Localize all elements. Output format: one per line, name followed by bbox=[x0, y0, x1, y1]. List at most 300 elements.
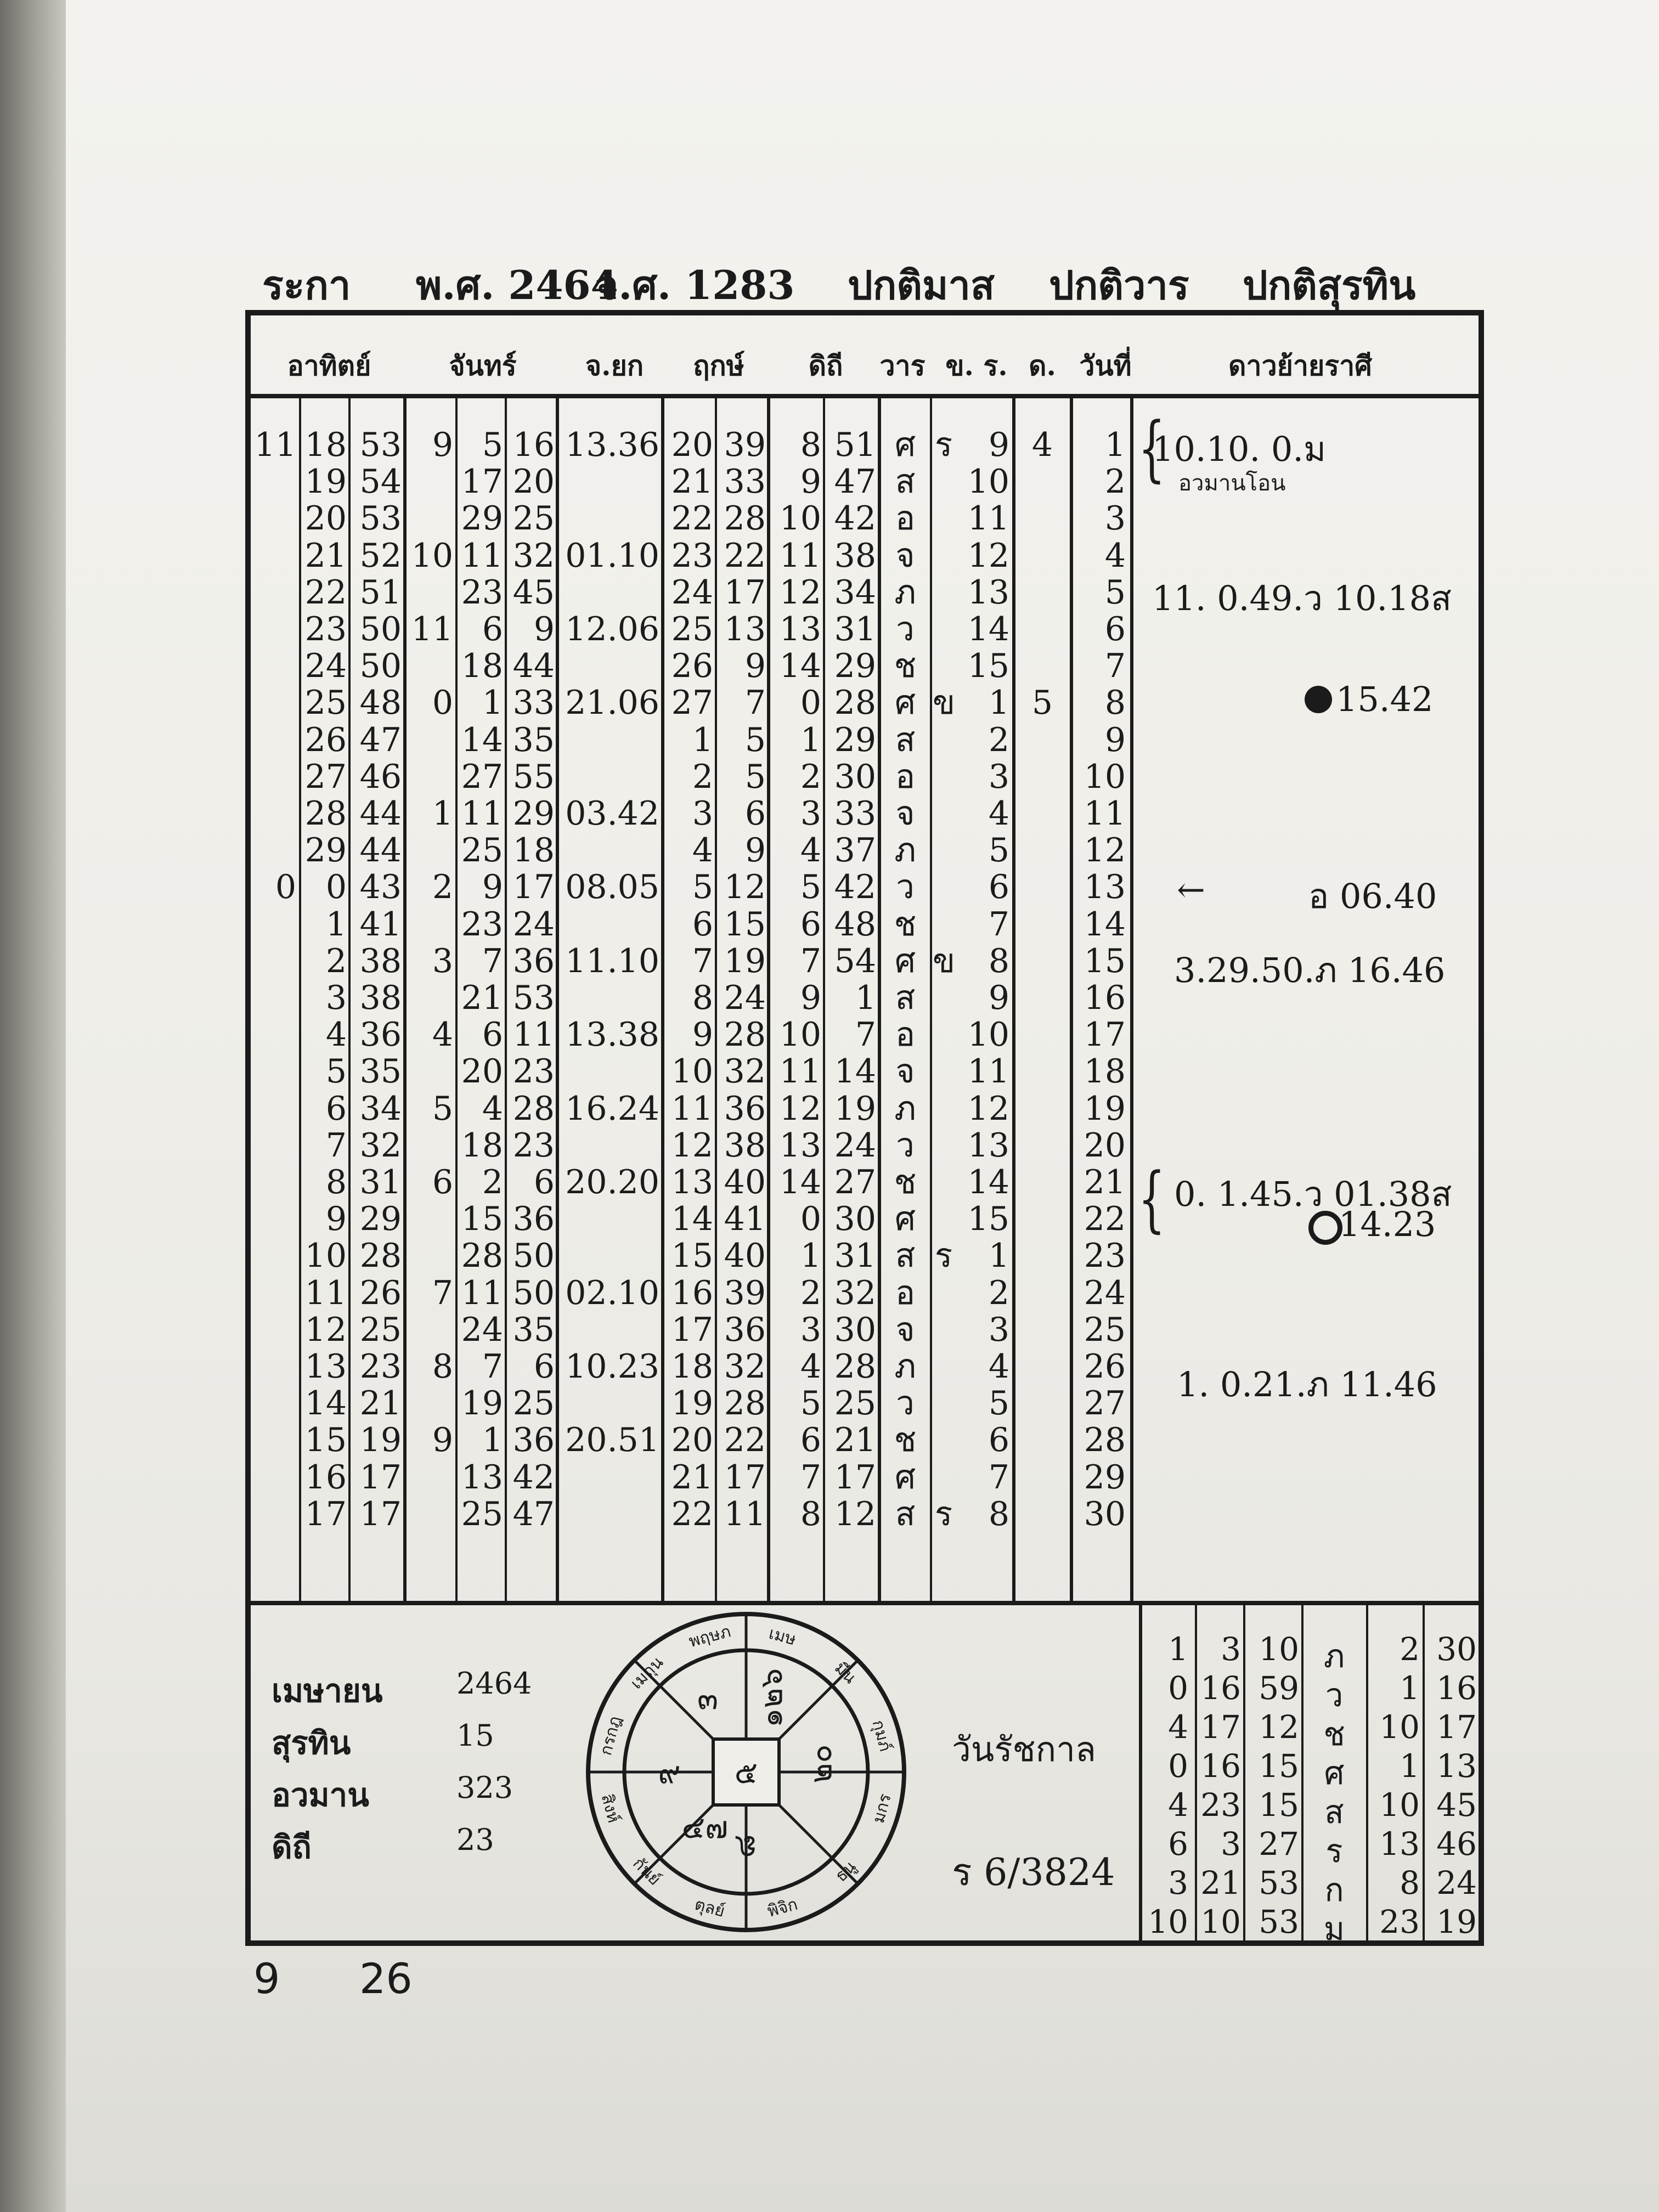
cell-dt: 24 bbox=[1084, 1273, 1126, 1312]
cell-tb: 54 bbox=[834, 941, 876, 980]
cell-mc: 53 bbox=[512, 979, 555, 1017]
cell-ph: 9 bbox=[988, 426, 1009, 464]
footer-left-number: 9 bbox=[253, 1954, 280, 2003]
cell-sb: 23 bbox=[304, 610, 347, 648]
house-center: ๕ bbox=[734, 1755, 758, 1791]
cell-rb: 41 bbox=[724, 1200, 766, 1239]
cell-mo: 4 bbox=[1031, 426, 1053, 464]
zodiac-sign-label: ตุลย์ bbox=[692, 1894, 727, 1921]
grid-cell-b: 16 bbox=[1200, 1747, 1241, 1785]
grid-cell-p: ก bbox=[1324, 1871, 1344, 1909]
col-header-wax-wane: ข. ร. bbox=[945, 349, 1008, 382]
cell-mb: 11 bbox=[461, 794, 503, 833]
cell-tb: 31 bbox=[834, 610, 876, 648]
cell-mc: 47 bbox=[512, 1494, 555, 1533]
cell-dt: 9 bbox=[1104, 720, 1126, 759]
cell-wd: ศ bbox=[894, 941, 916, 980]
cell-sb: 13 bbox=[304, 1347, 347, 1386]
cell-ph: 6 bbox=[988, 1421, 1009, 1460]
cell-sc: 51 bbox=[359, 573, 402, 612]
grid-divider bbox=[1243, 1605, 1245, 1946]
cell-tb: 7 bbox=[855, 1015, 876, 1054]
cell-sc: 36 bbox=[359, 1015, 402, 1054]
cell-ra: 6 bbox=[692, 905, 713, 944]
reign-value: ร 6/3824 bbox=[952, 1851, 1115, 1894]
col-divider bbox=[299, 398, 301, 1601]
col-divider bbox=[455, 398, 458, 1601]
cell-ta: 8 bbox=[800, 426, 821, 464]
cell-tb: 48 bbox=[834, 905, 876, 944]
cell-ra: 22 bbox=[671, 1494, 713, 1533]
cell-wd: จ bbox=[895, 1052, 915, 1091]
cell-sb: 1 bbox=[325, 905, 347, 944]
book-gutter bbox=[0, 0, 66, 2212]
grid-cell-p: ศ bbox=[1324, 1754, 1345, 1792]
cell-ta: 13 bbox=[779, 610, 821, 648]
grid-cell-d: 23 bbox=[1379, 1903, 1420, 1940]
cell-sb: 12 bbox=[304, 1310, 347, 1349]
new-moon-icon bbox=[1305, 686, 1332, 713]
header-day-type: ปกติวาร bbox=[1049, 262, 1189, 308]
cell-ra: 1 bbox=[692, 720, 713, 759]
cell-ph: 5 bbox=[988, 831, 1009, 870]
cell-tb: 42 bbox=[834, 868, 876, 907]
cell-ta: 1 bbox=[800, 1237, 821, 1276]
table-bottom-rule bbox=[245, 1601, 1484, 1605]
cell-ma: 2 bbox=[432, 868, 453, 907]
cell-rise: 03.42 bbox=[565, 794, 659, 833]
cell-dt: 5 bbox=[1104, 573, 1126, 612]
cell-ph: 11 bbox=[967, 1052, 1009, 1091]
cell-rb: 39 bbox=[724, 426, 766, 464]
cell-tb: 30 bbox=[834, 757, 876, 796]
cell-mb: 25 bbox=[461, 1494, 503, 1533]
cell-sb: 21 bbox=[304, 536, 347, 575]
cell-ra: 9 bbox=[692, 1015, 713, 1054]
cell-tb: 51 bbox=[834, 426, 876, 464]
cell-ph: 10 bbox=[967, 462, 1009, 501]
cell-ra: 4 bbox=[692, 831, 713, 870]
cell-ta: 9 bbox=[800, 462, 821, 501]
cell-dt: 19 bbox=[1084, 1089, 1126, 1128]
cell-sb: 20 bbox=[304, 499, 347, 538]
cell-mc: 6 bbox=[533, 1347, 555, 1386]
grid-cell-b: 23 bbox=[1200, 1786, 1241, 1824]
cell-sb: 10 bbox=[304, 1237, 347, 1276]
cell-rb: 22 bbox=[724, 1421, 766, 1460]
cell-rb: 39 bbox=[724, 1273, 766, 1312]
cell-wd: ภ bbox=[894, 1089, 916, 1128]
grid-cell-e: 45 bbox=[1436, 1786, 1477, 1824]
grid-cell-c: 15 bbox=[1259, 1747, 1299, 1785]
cell-ra: 13 bbox=[671, 1163, 713, 1201]
cell-wd: ภ bbox=[894, 831, 916, 870]
cell-mb: 6 bbox=[482, 610, 503, 648]
cell-sc: 32 bbox=[359, 1126, 402, 1165]
cell-mb: 20 bbox=[461, 1052, 503, 1091]
cell-ta: 2 bbox=[800, 1273, 821, 1312]
cell-ra: 26 bbox=[671, 647, 713, 686]
cell-tb: 27 bbox=[834, 1163, 876, 1201]
cell-ta: 6 bbox=[800, 1421, 821, 1460]
col-divider bbox=[403, 398, 407, 1601]
cell-dt: 6 bbox=[1104, 610, 1126, 648]
cell-mb: 21 bbox=[461, 979, 503, 1017]
cell-sc: 25 bbox=[359, 1310, 402, 1349]
cell-rise: 08.05 bbox=[565, 868, 659, 907]
cell-ta: 14 bbox=[779, 1163, 821, 1201]
cell-rb: 24 bbox=[724, 979, 766, 1017]
cell-ph: 12 bbox=[967, 1089, 1009, 1128]
planet-note-2: 11. 0.49.ว 10.18ส bbox=[1152, 578, 1452, 618]
cell-tb: 38 bbox=[834, 536, 876, 575]
cell-rb: 9 bbox=[744, 647, 766, 686]
cell-wd: ภ bbox=[894, 1347, 916, 1386]
cell-tb: 19 bbox=[834, 1089, 876, 1128]
cell-sb: 15 bbox=[304, 1421, 347, 1460]
cell-rb: 9 bbox=[744, 831, 766, 870]
cell-mb: 19 bbox=[461, 1384, 503, 1423]
cell-rb: 15 bbox=[724, 905, 766, 944]
cell-mc: 6 bbox=[533, 1163, 555, 1201]
planet-note-8: 1. 0.21.ภ 11.46 bbox=[1177, 1364, 1437, 1404]
cell-sb: 8 bbox=[325, 1163, 347, 1201]
cell-dt: 20 bbox=[1084, 1126, 1126, 1165]
cell-ta: 10 bbox=[779, 499, 821, 538]
cell-ra: 15 bbox=[671, 1237, 713, 1276]
cell-ta: 2 bbox=[800, 757, 821, 796]
grid-cell-c: 10 bbox=[1259, 1630, 1299, 1668]
grid-cell-e: 30 bbox=[1436, 1630, 1477, 1668]
cell-sc: 17 bbox=[359, 1458, 402, 1497]
cell-mc: 28 bbox=[512, 1089, 555, 1128]
cell-sc: 17 bbox=[359, 1494, 402, 1533]
cell-sc: 54 bbox=[359, 462, 402, 501]
cell-ta: 11 bbox=[779, 1052, 821, 1091]
cell-ma: 5 bbox=[432, 1089, 453, 1128]
cell-wd: อ bbox=[895, 1015, 916, 1054]
cell-rb: 40 bbox=[724, 1163, 766, 1201]
zodiac-sign-label: สิงห์ bbox=[597, 1792, 623, 1825]
label-avaman: อวมาน bbox=[272, 1776, 369, 1814]
brace: { bbox=[1138, 1157, 1166, 1240]
cell-rise: 02.10 bbox=[565, 1273, 659, 1312]
cell-ph: 13 bbox=[967, 1126, 1009, 1165]
cell-sc: 38 bbox=[359, 979, 402, 1017]
col-header-planet: ดาวย้ายราศี bbox=[1228, 349, 1372, 382]
grid-cell-d: 2 bbox=[1400, 1630, 1420, 1668]
cell-ma: 10 bbox=[411, 536, 453, 575]
cell-dt: 11 bbox=[1084, 794, 1126, 833]
cell-ph: 6 bbox=[988, 868, 1009, 907]
grid-cell-e: 17 bbox=[1436, 1708, 1477, 1746]
cell-sc: 35 bbox=[359, 1052, 402, 1091]
cell-ra: 12 bbox=[671, 1126, 713, 1165]
cell-wd: ว bbox=[896, 610, 915, 648]
cell-ta: 11 bbox=[779, 536, 821, 575]
cell-wd: ว bbox=[896, 1384, 915, 1423]
cell-sc: 50 bbox=[359, 610, 402, 648]
cell-ra: 8 bbox=[692, 979, 713, 1017]
grid-cell-d: 10 bbox=[1379, 1786, 1420, 1824]
footer-page-number: 26 bbox=[359, 1954, 413, 2003]
grid-cell-p: ม bbox=[1323, 1910, 1345, 1948]
zodiac-sign-label: กันย์ bbox=[629, 1854, 664, 1889]
cell-sc: 34 bbox=[359, 1089, 402, 1128]
cell-ra: 22 bbox=[671, 499, 713, 538]
cell-mb: 9 bbox=[482, 868, 503, 907]
grid-cell-c: 15 bbox=[1259, 1786, 1299, 1824]
cell-wd: อ bbox=[895, 499, 916, 538]
cell-rb: 11 bbox=[724, 1494, 766, 1533]
house-right: ๒๐ bbox=[803, 1744, 839, 1784]
cell-wd: ช bbox=[894, 905, 917, 944]
cell-ph: 7 bbox=[988, 905, 1009, 944]
cell-rb: 13 bbox=[724, 610, 766, 648]
cell-rb: 17 bbox=[724, 1458, 766, 1497]
cell-ta: 1 bbox=[800, 720, 821, 759]
cell-tb: 33 bbox=[834, 794, 876, 833]
cell-sc: 44 bbox=[359, 794, 402, 833]
cell-rise: 13.36 bbox=[565, 426, 659, 464]
cell-dt: 10 bbox=[1084, 757, 1126, 796]
cell-mc: 45 bbox=[512, 573, 555, 612]
cell-tb: 24 bbox=[834, 1126, 876, 1165]
cell-dt: 25 bbox=[1084, 1310, 1126, 1349]
cell-rise: 20.20 bbox=[565, 1163, 659, 1201]
label-tithi: ดิถี bbox=[272, 1829, 312, 1866]
cell-mc: 36 bbox=[512, 1421, 555, 1460]
cell-ra: 17 bbox=[671, 1310, 713, 1349]
col-header-sun: อาทิตย์ bbox=[287, 349, 371, 382]
cell-dt: 1 bbox=[1104, 426, 1126, 464]
grid-cell-c: 53 bbox=[1259, 1864, 1299, 1901]
label-april: เมษายน bbox=[272, 1672, 383, 1709]
col-header-tithi: ดิถี bbox=[808, 349, 843, 382]
cell-rise: 20.51 bbox=[565, 1421, 659, 1460]
cell-tb: 47 bbox=[834, 462, 876, 501]
cell-rb: 36 bbox=[724, 1089, 766, 1128]
cell-rb: 36 bbox=[724, 1310, 766, 1349]
cell-ma: 8 bbox=[432, 1347, 453, 1386]
reign-label: วันรัชกาล bbox=[952, 1729, 1096, 1769]
cell-sc: 53 bbox=[359, 499, 402, 538]
cell-ma: 9 bbox=[432, 1421, 453, 1460]
grid-cell-b: 16 bbox=[1200, 1669, 1241, 1707]
grid-cell-c: 59 bbox=[1259, 1669, 1299, 1707]
cell-mb: 4 bbox=[482, 1089, 503, 1128]
cell-sc: 23 bbox=[359, 1347, 402, 1386]
planet-note-4: อ 06.40 bbox=[1308, 876, 1437, 916]
grid-cell-p: ช bbox=[1323, 1716, 1345, 1753]
house-left: ๙ bbox=[658, 1755, 681, 1791]
grid-cell-b: 10 bbox=[1200, 1903, 1241, 1940]
cell-sb: 2 bbox=[325, 941, 347, 980]
cell-mc: 18 bbox=[512, 831, 555, 870]
cell-dt: 21 bbox=[1084, 1163, 1126, 1201]
cell-rise: 16.24 bbox=[565, 1089, 659, 1128]
cell-mb: 1 bbox=[482, 684, 503, 723]
header-solar-type: ปกติสุรทิน bbox=[1243, 262, 1416, 308]
cell-sb: 7 bbox=[325, 1126, 347, 1165]
grid-cell-e: 46 bbox=[1436, 1825, 1477, 1863]
cell-rb: 33 bbox=[724, 462, 766, 501]
cell-rise: 21.06 bbox=[565, 684, 659, 723]
cell-mc: 50 bbox=[512, 1273, 555, 1312]
cell-wx: ข bbox=[933, 684, 956, 723]
cell-rb: 6 bbox=[744, 794, 766, 833]
cell-ph: 15 bbox=[967, 647, 1009, 686]
cell-ph: 11 bbox=[967, 499, 1009, 538]
cell-tb: 1 bbox=[855, 979, 876, 1017]
cell-dt: 29 bbox=[1084, 1458, 1126, 1497]
cell-tb: 30 bbox=[834, 1310, 876, 1349]
cell-ph: 8 bbox=[988, 1494, 1009, 1533]
house-top-right: ๑๒๖ bbox=[754, 1668, 789, 1728]
cell-tb: 21 bbox=[834, 1421, 876, 1460]
cell-sb: 0 bbox=[325, 868, 347, 907]
cell-mb: 14 bbox=[461, 720, 503, 759]
grid-divider bbox=[1366, 1605, 1368, 1946]
cell-ph: 14 bbox=[967, 610, 1009, 648]
cell-wd: ศ bbox=[894, 1200, 916, 1239]
cell-sc: 46 bbox=[359, 757, 402, 796]
col-divider bbox=[1070, 398, 1073, 1601]
cell-rise: 01.10 bbox=[565, 536, 659, 575]
zodiac-sign-label: พิจิก bbox=[765, 1894, 800, 1921]
cell-rb: 32 bbox=[724, 1347, 766, 1386]
cell-ph: 4 bbox=[988, 1347, 1009, 1386]
cell-rise: 10.23 bbox=[565, 1347, 659, 1386]
cell-wd: ศ bbox=[894, 1458, 916, 1497]
cell-mc: 29 bbox=[512, 794, 555, 833]
col-divider bbox=[556, 398, 559, 1601]
cell-tb: 25 bbox=[834, 1384, 876, 1423]
cell-ra: 11 bbox=[671, 1089, 713, 1128]
cell-tb: 17 bbox=[834, 1458, 876, 1497]
cell-ma: 9 bbox=[432, 426, 453, 464]
cell-tb: 29 bbox=[834, 720, 876, 759]
cell-ph: 4 bbox=[988, 794, 1009, 833]
grid-cell-c: 27 bbox=[1259, 1825, 1299, 1863]
planet-note-6: 0. 1.45.ว 01.38ส bbox=[1174, 1174, 1452, 1214]
col-divider bbox=[348, 398, 351, 1601]
cell-wd: จ bbox=[895, 536, 915, 575]
cell-dt: 30 bbox=[1084, 1494, 1126, 1533]
cell-mb: 28 bbox=[461, 1237, 503, 1276]
cell-mc: 35 bbox=[512, 1310, 555, 1349]
col-divider bbox=[930, 398, 932, 1601]
cell-sa: 11 bbox=[254, 426, 296, 464]
cell-sc: 48 bbox=[359, 684, 402, 723]
cell-rise: 12.06 bbox=[565, 610, 659, 648]
cell-sb: 17 bbox=[304, 1494, 347, 1533]
cell-rb: 38 bbox=[724, 1126, 766, 1165]
col-divider bbox=[661, 398, 664, 1601]
left-arrow-icon: ← bbox=[1177, 870, 1205, 910]
cell-ra: 16 bbox=[671, 1273, 713, 1312]
cell-mc: 24 bbox=[512, 905, 555, 944]
cell-ta: 7 bbox=[800, 1458, 821, 1497]
cell-ta: 13 bbox=[779, 1126, 821, 1165]
cell-wd: อ bbox=[895, 757, 916, 796]
grid-cell-c: 12 bbox=[1259, 1708, 1299, 1746]
cell-mc: 55 bbox=[512, 757, 555, 796]
cell-sc: 53 bbox=[359, 426, 402, 464]
cell-wd: ว bbox=[896, 1126, 915, 1165]
cell-ra: 19 bbox=[671, 1384, 713, 1423]
cell-ph: 8 bbox=[988, 941, 1009, 980]
grid-cell-d: 10 bbox=[1379, 1708, 1420, 1746]
grid-cell-a: 4 bbox=[1168, 1708, 1188, 1746]
cell-sc: 19 bbox=[359, 1421, 402, 1460]
cell-ta: 3 bbox=[800, 1310, 821, 1349]
cell-rise: 11.10 bbox=[565, 941, 659, 980]
cell-ph: 7 bbox=[988, 1458, 1009, 1497]
cell-dt: 18 bbox=[1084, 1052, 1126, 1091]
cell-ph: 15 bbox=[967, 1200, 1009, 1239]
cell-ph: 1 bbox=[988, 684, 1009, 723]
cell-wd: ศ bbox=[894, 426, 916, 464]
cell-dt: 13 bbox=[1084, 868, 1126, 907]
cell-dt: 26 bbox=[1084, 1347, 1126, 1386]
cell-ph: 9 bbox=[988, 979, 1009, 1017]
cell-wd: ส bbox=[895, 462, 916, 501]
header-chula-era: จ.ศ. 1283 bbox=[595, 262, 795, 308]
col-header-moon: จันทร์ bbox=[449, 349, 517, 382]
cell-rb: 22 bbox=[724, 536, 766, 575]
zodiac-sign-label: มีน bbox=[831, 1658, 860, 1688]
cell-ph: 14 bbox=[967, 1163, 1009, 1201]
grid-cell-a: 3 bbox=[1168, 1864, 1188, 1901]
cell-sb: 29 bbox=[304, 831, 347, 870]
cell-dt: 22 bbox=[1084, 1200, 1126, 1239]
cell-ma: 6 bbox=[432, 1163, 453, 1201]
cell-mc: 25 bbox=[512, 1384, 555, 1423]
cell-ra: 7 bbox=[692, 941, 713, 980]
cell-mb: 29 bbox=[461, 499, 503, 538]
cell-mb: 5 bbox=[482, 426, 503, 464]
cell-sc: 29 bbox=[359, 1200, 402, 1239]
cell-tb: 32 bbox=[834, 1273, 876, 1312]
grid-cell-a: 0 bbox=[1168, 1747, 1188, 1785]
cell-sb: 24 bbox=[304, 647, 347, 686]
cell-sb: 3 bbox=[325, 979, 347, 1017]
cell-mb: 11 bbox=[461, 1273, 503, 1312]
cell-tb: 31 bbox=[834, 1237, 876, 1276]
cell-dt: 16 bbox=[1084, 979, 1126, 1017]
cell-ta: 12 bbox=[779, 573, 821, 612]
cell-mc: 23 bbox=[512, 1052, 555, 1091]
grid-cell-d: 1 bbox=[1400, 1669, 1420, 1707]
cell-mc: 25 bbox=[512, 499, 555, 538]
planet-note-1-sub: อวมานโอน bbox=[1178, 471, 1286, 496]
cell-ra: 23 bbox=[671, 536, 713, 575]
cell-rb: 12 bbox=[724, 868, 766, 907]
cell-dt: 3 bbox=[1104, 499, 1126, 538]
cell-rb: 19 bbox=[724, 941, 766, 980]
cell-wd: ช bbox=[894, 1421, 917, 1460]
col-divider bbox=[505, 398, 507, 1601]
cell-dt: 17 bbox=[1084, 1015, 1126, 1054]
cell-dt: 4 bbox=[1104, 536, 1126, 575]
cell-ta: 7 bbox=[800, 941, 821, 980]
cell-sb: 11 bbox=[304, 1273, 347, 1312]
col-divider bbox=[823, 398, 825, 1601]
cell-ta: 9 bbox=[800, 979, 821, 1017]
zodiac-sign-label: พฤษภ bbox=[686, 1622, 733, 1652]
cell-sc: 47 bbox=[359, 720, 402, 759]
